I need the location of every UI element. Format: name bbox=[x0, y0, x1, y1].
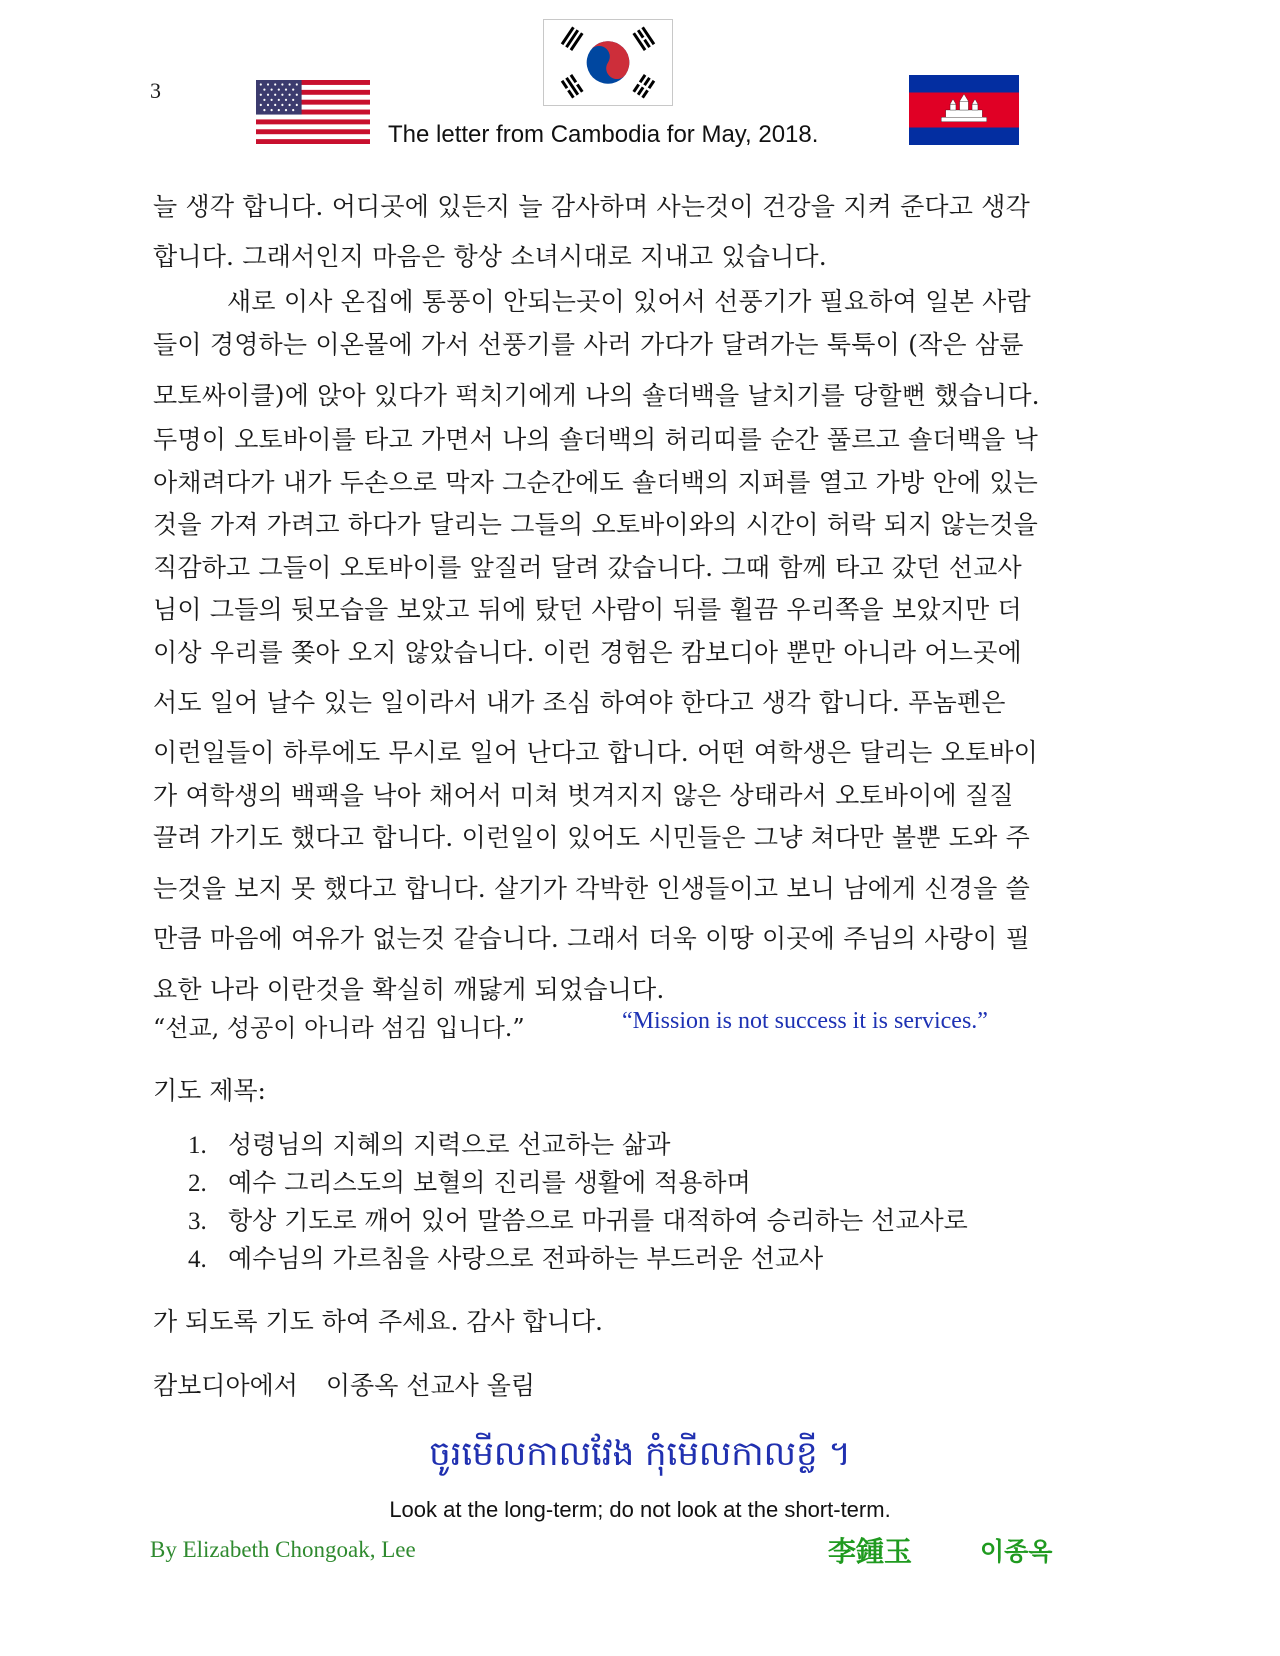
us-flag-icon bbox=[256, 80, 370, 144]
body-line: 아채려다가 내가 두손으로 막자 그순간에도 숄더백의 지퍼를 열고 가방 안에 있는 bbox=[153, 468, 1039, 497]
proverb-translation: Look at the long-term; do not look at the short-term. bbox=[389, 1497, 891, 1522]
list-text: 항상 기도로 깨어 있어 말씀으로 마귀를 대적하여 승리하는 선교사로 bbox=[228, 1206, 968, 1235]
body-line: 님이 그들의 뒷모습을 보았고 뒤에 탔던 사람이 뒤를 휠끔 우리쪽을 보았지만 더 bbox=[153, 595, 1022, 624]
signature bbox=[153, 1366, 535, 1402]
body-line: 들이 경영하는 이온몰에 가서 선풍기를 사러 가다가 달려가는 툭툭이 (작은 삼륜 bbox=[153, 330, 1024, 359]
prayer-closing: 가 되도록 기도 하여 주세요. 감사 합니다. bbox=[153, 1307, 603, 1336]
prayer-list bbox=[188, 1126, 968, 1278]
cambodia-flag-icon bbox=[909, 75, 1019, 145]
page-number: 3 bbox=[150, 78, 161, 103]
body-line: 합니다. 그래서인지 마음은 항상 소녀시대로 지내고 있습니다. bbox=[153, 242, 827, 271]
prayer-heading: 기도 제목: bbox=[153, 1076, 266, 1105]
body-line: 만큼 마음에 여유가 없는것 같습니다. 그래서 더욱 이땅 이곳에 주님의 사랑이 필 bbox=[153, 924, 1030, 953]
author-byline: By Elizabeth Chongoak, Lee bbox=[150, 1537, 416, 1562]
signature-name: 이종옥 선교사 올림 bbox=[325, 1371, 536, 1400]
khmer-proverb: ចូរមើលកាលវែង កុំមើលកាលខ្លី ។ bbox=[429, 1434, 851, 1474]
body-line: 직감하고 그들이 오토바이를 앞질러 달려 갔습니다. 그때 함께 타고 갔던 선교사 bbox=[153, 553, 1022, 582]
list-text: 성령님의 지혜의 지력으로 선교하는 삶과 bbox=[228, 1130, 671, 1159]
author-name-hanja: 李鍾玉 bbox=[828, 1535, 913, 1568]
signature-from: 캄보디아에서 bbox=[153, 1371, 298, 1400]
list-number: 4. bbox=[188, 1246, 207, 1273]
letter-title: The letter from Cambodia for May, 2018. bbox=[388, 121, 819, 148]
list-text: 예수 그리스도의 보혈의 진리를 생활에 적용하며 bbox=[228, 1168, 751, 1197]
list-number: 1. bbox=[188, 1132, 207, 1159]
body-line: 두명이 오토바이를 타고 가면서 나의 숄더백의 허리띠를 순간 풀르고 숄더백을 낙 bbox=[153, 425, 1039, 454]
body-line: 모토싸이클)에 앉아 있다가 퍽치기에게 나의 숄더백을 날치기를 당할뻔 했습니다. bbox=[153, 381, 1040, 410]
list-item bbox=[188, 1126, 968, 1164]
list-item bbox=[188, 1164, 968, 1202]
list-item bbox=[188, 1202, 968, 1240]
list-item bbox=[188, 1240, 968, 1278]
body-line: 늘 생각 합니다. 어디곳에 있든지 늘 감사하며 사는것이 건강을 지켜 준다고 생각 bbox=[153, 192, 1030, 221]
list-number: 2. bbox=[188, 1170, 207, 1197]
body-line: 끌려 가기도 했다고 합니다. 이런일이 있어도 시민들은 그냥 쳐다만 볼뿐 도와 주 bbox=[153, 823, 1030, 852]
motto-english: “Mission is not success it is services.” bbox=[622, 1008, 988, 1034]
author-name-hangul: 이종옥 bbox=[980, 1537, 1053, 1566]
body-line: 것을 가져 가려고 하다가 달리는 그들의 오토바이와의 시간이 허락 되지 않는것을 bbox=[153, 510, 1039, 539]
body-line: 이상 우리를 쫒아 오지 않았습니다. 이런 경험은 캄보디아 뿐만 아니라 어느곳에 bbox=[153, 638, 1022, 667]
body-line: 서도 일어 날수 있는 일이라서 내가 조심 하여야 한다고 생각 합니다. 푸놈펜은 bbox=[153, 688, 1006, 717]
korea-flag-icon bbox=[543, 19, 673, 106]
body-line: 요한 나라 이란것을 확실히 깨닳게 되었습니다. bbox=[153, 975, 665, 1004]
body-line: 이런일들이 하루에도 무시로 일어 난다고 합니다. 어떤 여학생은 달리는 오토바이 bbox=[153, 738, 1039, 767]
body-line: 가 여학생의 백팩을 낙아 채어서 미쳐 벗겨지지 않은 상태라서 오토바이에 질질 bbox=[153, 781, 1014, 810]
body-line: 새로 이사 온집에 통풍이 안되는곳이 있어서 선풍기가 필요하여 일본 사람 bbox=[227, 287, 1031, 316]
list-number: 3. bbox=[188, 1208, 207, 1235]
list-text: 예수님의 가르침을 사랑으로 전파하는 부드러운 선교사 bbox=[228, 1244, 824, 1273]
body-line: 는것을 보지 못 했다고 합니다. 살기가 각박한 인생들이고 보니 남에게 신경을 쓸 bbox=[153, 874, 1030, 903]
motto-korean: “선교, 성공이 아니라 섬김 입니다.” bbox=[153, 1014, 525, 1042]
